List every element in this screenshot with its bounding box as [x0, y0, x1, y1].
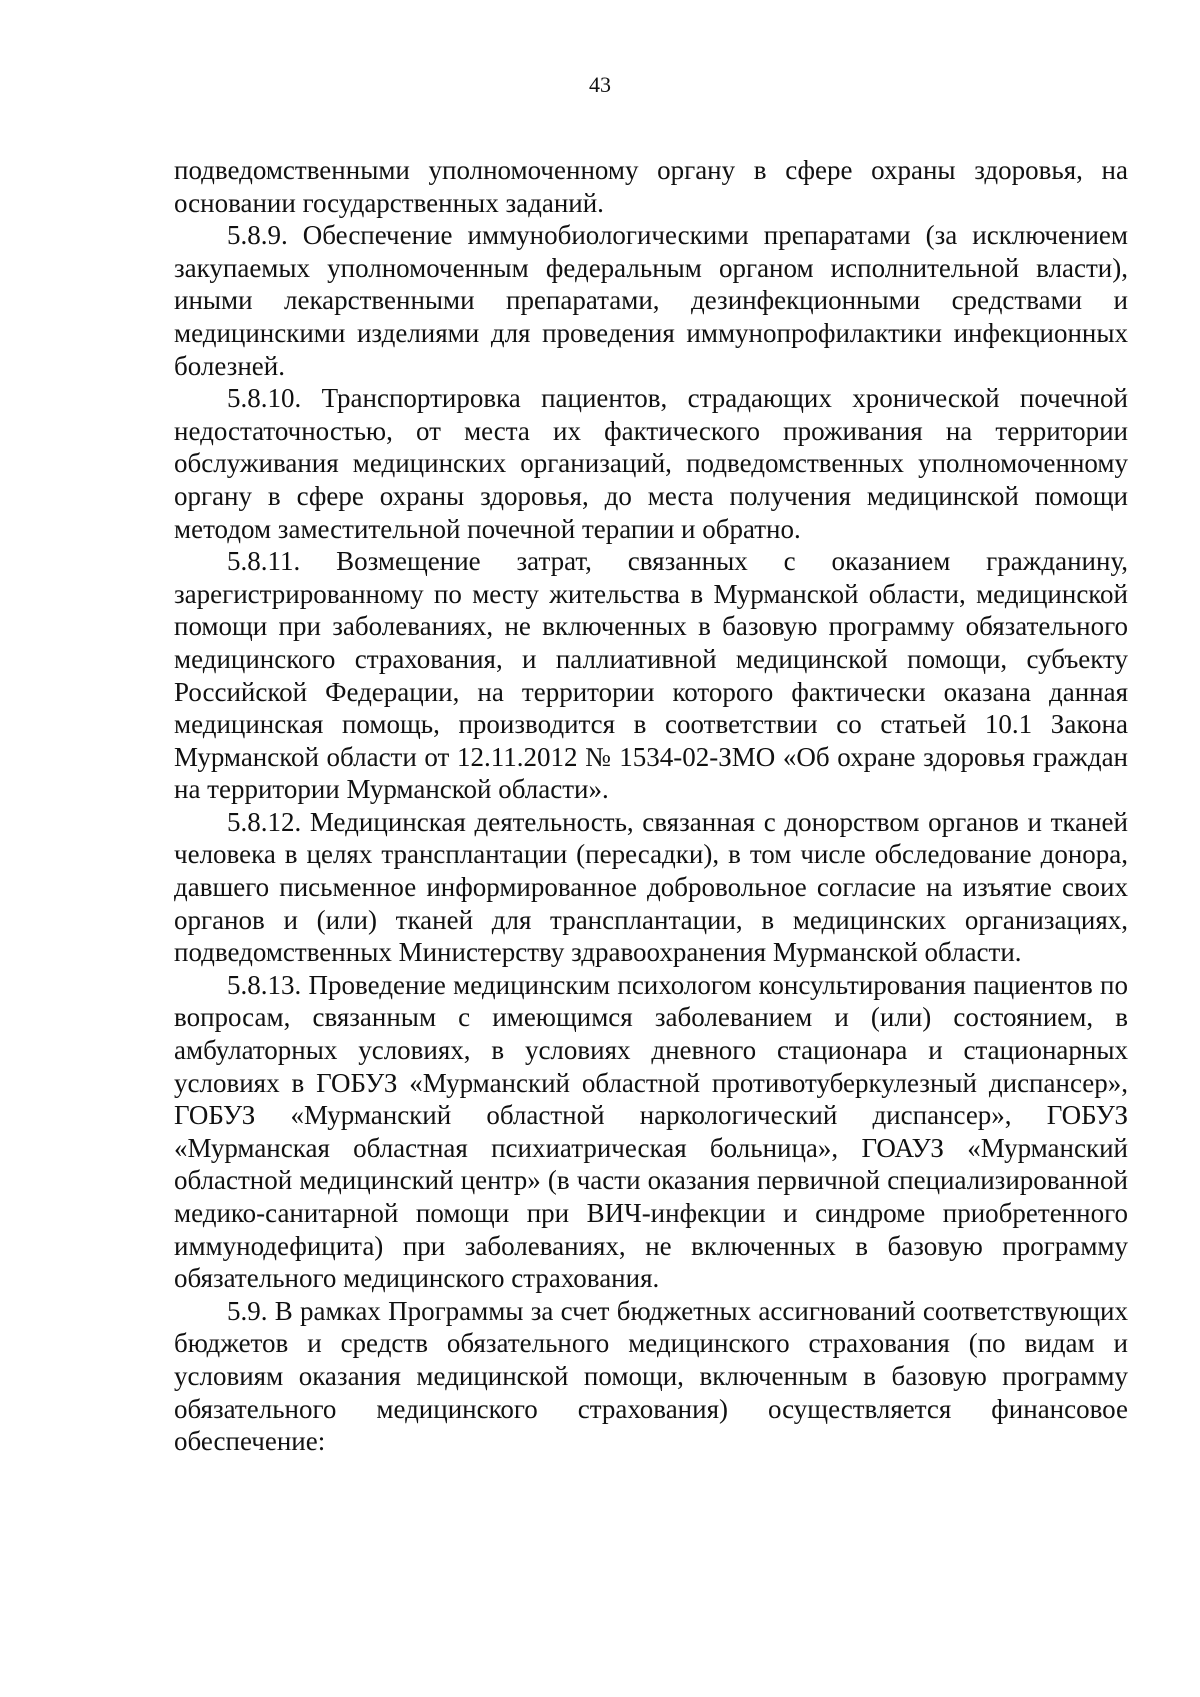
- paragraph-continuation: подведомственными уполномоченному органу в сфере охраны здоровья, на основании государственных заданий.: [174, 155, 1128, 218]
- page-number: 43: [589, 72, 611, 97]
- paragraph-5-8-11: 5.8.11. Возмещение затрат, связанных с оказанием гражданину, зарегистрированному по месту жительства в Мурманской области, медицинской помощи при заболеваниях, не включенных в базовую программу обязательного медицинского страхования, и паллиативной медицинской помощи, субъекту Российской Федерации, на территории которого фактически оказана данная медицинская помощь, производится в соответствии со статьей 10.1 Закона Мурманской области от 12.11.2012 № 1534-02-ЗМО «Об охране здоровья граждан на территории Мурманской области».: [174, 546, 1128, 805]
- paragraph-5-8-13: 5.8.13. Проведение медицинским психологом консультирования пациентов по вопросам, связанным с имеющимся заболеванием и (или) состоянием, в амбулаторных условиях, в условиях дневного стационара и стационарных условиях в ГОБУЗ «Мурманский областной противотуберкулезный диспансер», ГОБУЗ «Мурманский областной наркологический диспансер», ГОБУЗ «Мурманская областная психиатрическая больница», ГОАУЗ «Мурманский областной медицинский центр» (в части оказания первичной специализированной медико-санитарной помощи при ВИЧ-инфекции и синдроме приобретенного иммунодефицита) при заболеваниях, не включенных в базовую программу обязательного медицинского страхования.: [174, 969, 1128, 1294]
- paragraph-5-8-9: 5.8.9. Обеспечение иммунобиологическими препаратами (за исключением закупаемых уполномоченным федеральным органом исполнительной власти), иными лекарственными препаратами, дезинфекционными средствами и медицинскими изделиями для проведения иммунопрофилактики инфекционных болезней.: [174, 220, 1128, 381]
- document-body: [174, 154, 1128, 1458]
- paragraph-5-8-12: 5.8.12. Медицинская деятельность, связанная с донорством органов и тканей человека в целях трансплантации (пересадки), в том числе обследование донора, давшего письменное информированное добровольное согласие на изъятие своих органов и (или) тканей для трансплантации, в медицинских организациях, подведомственных Министерству здравоохранения Мурманской области.: [174, 806, 1128, 968]
- paragraph-5-9: 5.9. В рамках Программы за счет бюджетных ассигнований соответствующих бюджетов и средств обязательного медицинского страхования (по видам и условиям оказания медицинской помощи, включенным в базовую программу обязательного медицинского страхования) осуществляется финансовое обеспечение:: [174, 1295, 1128, 1457]
- paragraph-5-8-10: 5.8.10. Транспортировка пациентов, страдающих хронической почечной недостаточностью, от места их фактического проживания на территории обслуживания медицинских организаций, подведомственных уполномоченному органу в сфере охраны здоровья, до места получения медицинской помощи методом заместительной почечной терапии и обратно.: [174, 383, 1128, 544]
